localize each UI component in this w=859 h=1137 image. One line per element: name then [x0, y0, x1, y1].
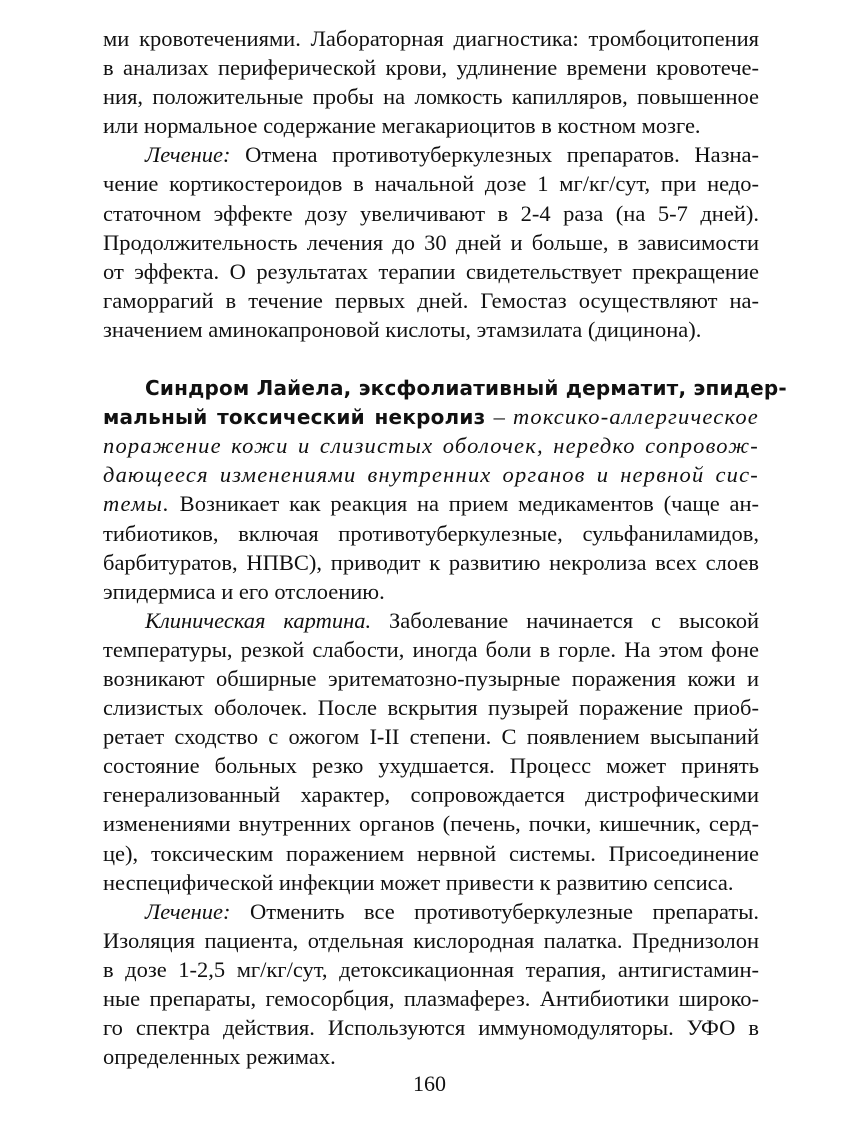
text-line: значением аминокапроновой кислоты, этамзилата (дицинона). — [103, 316, 702, 342]
text-line: состояние больных резко ухудшается. Процесс может принять — [103, 753, 759, 779]
text-line: го спектра действия. Используются иммуномодуляторы. УФО в — [103, 1015, 759, 1041]
text-fragment: Отмена противотуберкулезных препаратов. Назна- — [230, 142, 759, 168]
text-line: определенных режимах. — [103, 1044, 336, 1070]
section-heading-line — [103, 373, 787, 402]
section-heading-continued: мальный токсический некролиз — [103, 405, 486, 430]
text-line: барбитуратов, НПВС), приводит к развитию некролиза всех слоев — [103, 549, 759, 575]
text-line: или нормальное содержание мегакариоцитов в костном мозге. — [103, 113, 701, 139]
treatment-label: Лечение: — [145, 898, 231, 924]
text-line: статочном эффекте дозу увеличивают в 2-4 раза (на 5-7 дней). — [103, 200, 759, 226]
text-line: температуры, резкой слабости, иногда боли в горле. На этом фоне — [103, 636, 759, 662]
text-line: ные препараты, гемосорбция, плазмаферез. Антибиотики широко- — [103, 986, 759, 1011]
paragraph-clinical-picture — [103, 606, 759, 897]
definition-line: дающееся изменениями внутренних органов и нервной сис- — [103, 462, 759, 488]
paragraph-treatment-2 — [103, 897, 759, 1072]
text-line — [103, 140, 759, 169]
book-page-text — [103, 24, 787, 1071]
text-line: ния, положительные пробы на ломкость капилляров, повышенное — [103, 84, 759, 110]
text-line: в дозе 1-2,5 мг/кг/сут, детоксикационная терапия, антигистамин- — [103, 956, 759, 982]
page-number: 160 — [413, 1071, 446, 1096]
text-line — [103, 489, 759, 518]
treatment-label: Лечение: — [145, 142, 231, 168]
section-gap — [103, 344, 759, 373]
text-line: Изоляция пациента, отдельная кислородная палатка. Преднизолон — [103, 927, 759, 953]
paragraph-hemorrhage-diagnostics — [103, 24, 759, 140]
text-line: ми кровотечениями. Лабораторная диагностика: тромбоцитопения — [103, 26, 759, 51]
text-line: эпидермиса и его отслоению. — [103, 578, 385, 604]
text-line: чение кортикостероидов в начальной дозе 1 мг/кг/сут, при недо- — [103, 171, 759, 197]
text-fragment: Возникает как реакция на прием медикаментов (чаще ан- — [169, 491, 759, 517]
clinical-label: Клиническая картина. — [145, 607, 372, 633]
definition-text: токсико-аллергическое — [512, 404, 759, 430]
definition-text: темы. — [103, 491, 170, 517]
text-line: неспецифической инфекции может привести к развитию сепсиса. — [103, 869, 734, 895]
text-line — [103, 606, 759, 635]
text-line: тибиотиков, включая противотуберкулезные, сульфаниламидов, — [103, 520, 759, 546]
text-line — [103, 402, 759, 431]
paragraph-treatment-1 — [103, 140, 759, 344]
text-line — [103, 897, 759, 926]
section-heading: Синдром Лайела, эксфолиативный дерматит, эпидер- — [145, 376, 787, 401]
text-fragment: Заболевание начинается с высокой — [371, 607, 760, 633]
text-line: гаморрагий в течение первых дней. Гемостаз осуществляют на- — [103, 287, 759, 313]
text-line: слизистых оболочек. После вскрытия пузырей поражение приоб- — [103, 695, 759, 721]
text-line: Продолжительность лечения до 30 дней и больше, в зависимости — [103, 229, 759, 255]
section-lyell-syndrome — [103, 373, 787, 606]
definition-line: поражение кожи и слизистых оболочек, нередко сопровож- — [103, 433, 759, 459]
text-fragment: Отменить все противотуберкулезные препараты. — [230, 898, 759, 924]
text-line: от эффекта. О результатах терапии свидетельствует прекращение — [103, 258, 759, 284]
text-line: в анализах периферической крови, удлинение времени кровотече- — [103, 55, 759, 81]
text-line: це), токсическим поражением нервной системы. Присоединение — [103, 840, 759, 866]
text-line: генерализованный характер, сопровождается дистрофическими — [103, 782, 759, 808]
text-line: возникают обширные эритематозно-пузырные поражения кожи и — [103, 665, 759, 691]
text-line: ретает сходство с ожогом I-II степени. С появлением высыпаний — [103, 724, 759, 750]
dash: – — [485, 404, 513, 430]
text-line: изменениями внутренних органов (печень, почки, кишечник, серд- — [103, 811, 759, 837]
